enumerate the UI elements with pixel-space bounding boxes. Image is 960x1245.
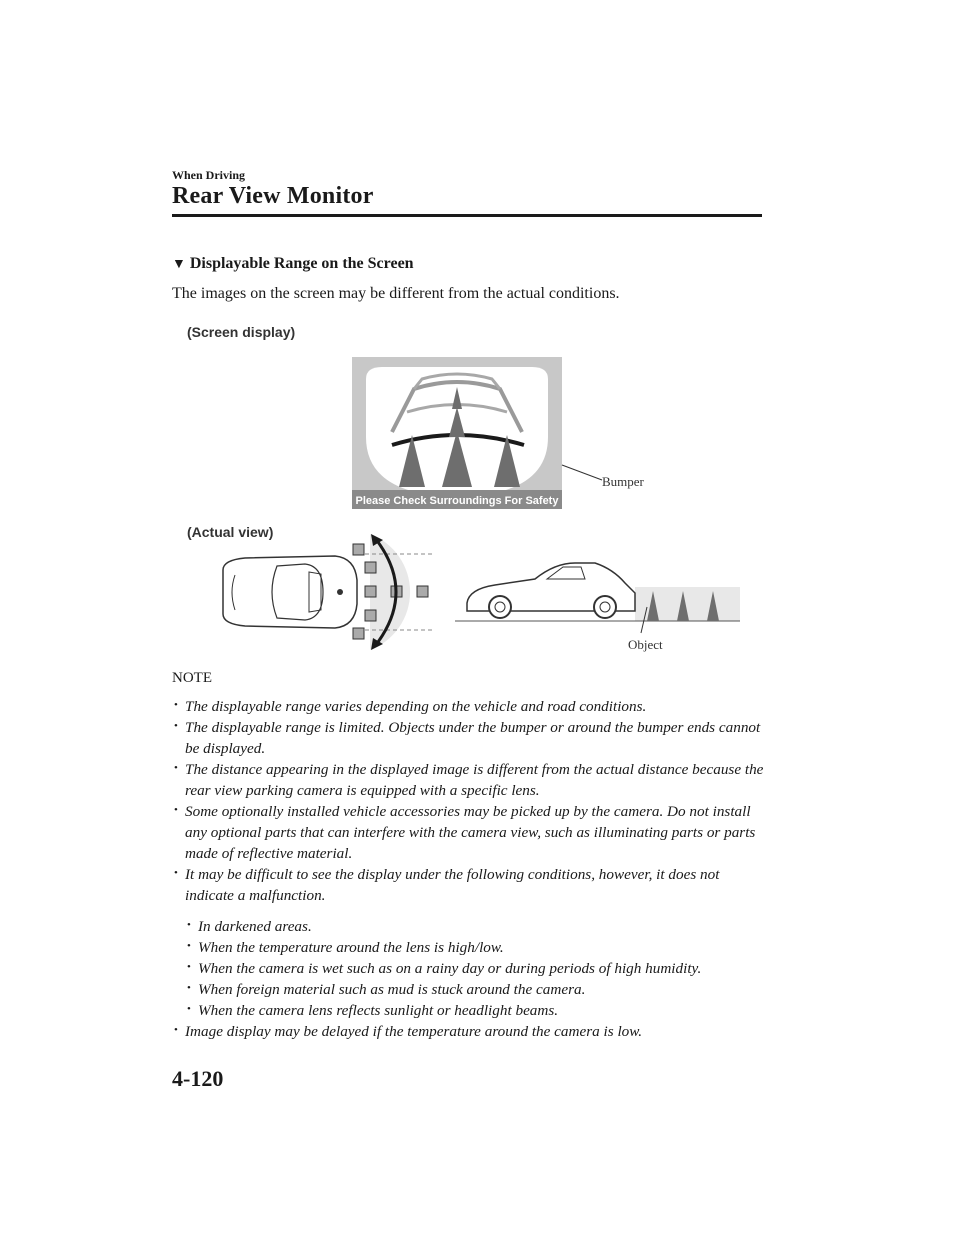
intro-text: The images on the screen may be different from the actual conditions.: [172, 285, 620, 302]
note-subitem: • When foreign material such as mud is stuck around the camera.: [172, 979, 772, 1000]
title-rule: [172, 214, 762, 217]
note-title: NOTE: [172, 670, 212, 686]
screen-display-illustration: [352, 357, 562, 509]
note-subitem: • In darkened areas.: [172, 916, 772, 937]
page-title: Rear View Monitor: [172, 183, 374, 209]
note-subitem: • When the camera lens reflects sunlight or headlight beams.: [172, 1000, 772, 1021]
top-view-illustration: [205, 530, 440, 655]
note-item: • The displayable range varies depending on the vehicle and road conditions.: [172, 696, 772, 717]
triangle-down-icon: ▼: [172, 257, 186, 272]
bumper-callout: Bumper: [602, 474, 644, 489]
subheading: [172, 255, 414, 273]
note-item: • The displayable range is limited. Objects under the bumper or around the bumper ends cannot be displayed.: [172, 717, 772, 759]
screen-display-label: (Screen display): [187, 324, 296, 340]
actual-view-label: (Actual view): [187, 524, 274, 540]
note-subitem: • When the camera is wet such as on a rainy day or during periods of high humidity.: [172, 958, 772, 979]
section-label: When Driving: [172, 168, 246, 182]
note-item: • Some optionally installed vehicle accessories may be picked up by the camera. Do not install any optional parts that can interfere with the camera view, such as illuminating parts or parts made of reflective material.: [172, 801, 772, 864]
side-view-illustration: [455, 555, 745, 635]
note-item: • The distance appearing in the displayed image is different from the actual distance because the rear view parking camera is equipped with a specific lens.: [172, 759, 772, 801]
note-item: • It may be difficult to see the display under the following conditions, however, it does not indicate a malfunction.: [172, 864, 772, 906]
object-callout: Object: [628, 637, 663, 652]
page-number: 4-120: [172, 1066, 224, 1091]
note-item: • Image display may be delayed if the temperature around the camera is low.: [172, 1021, 772, 1042]
note-list: [172, 696, 772, 1042]
bumper-callout-line: [560, 462, 606, 484]
subheading-text: Displayable Range on the Screen: [189, 255, 414, 272]
screen-banner: Please Check Surroundings For Safety: [355, 495, 559, 507]
note-subitem: • When the temperature around the lens is high/low.: [172, 937, 772, 958]
